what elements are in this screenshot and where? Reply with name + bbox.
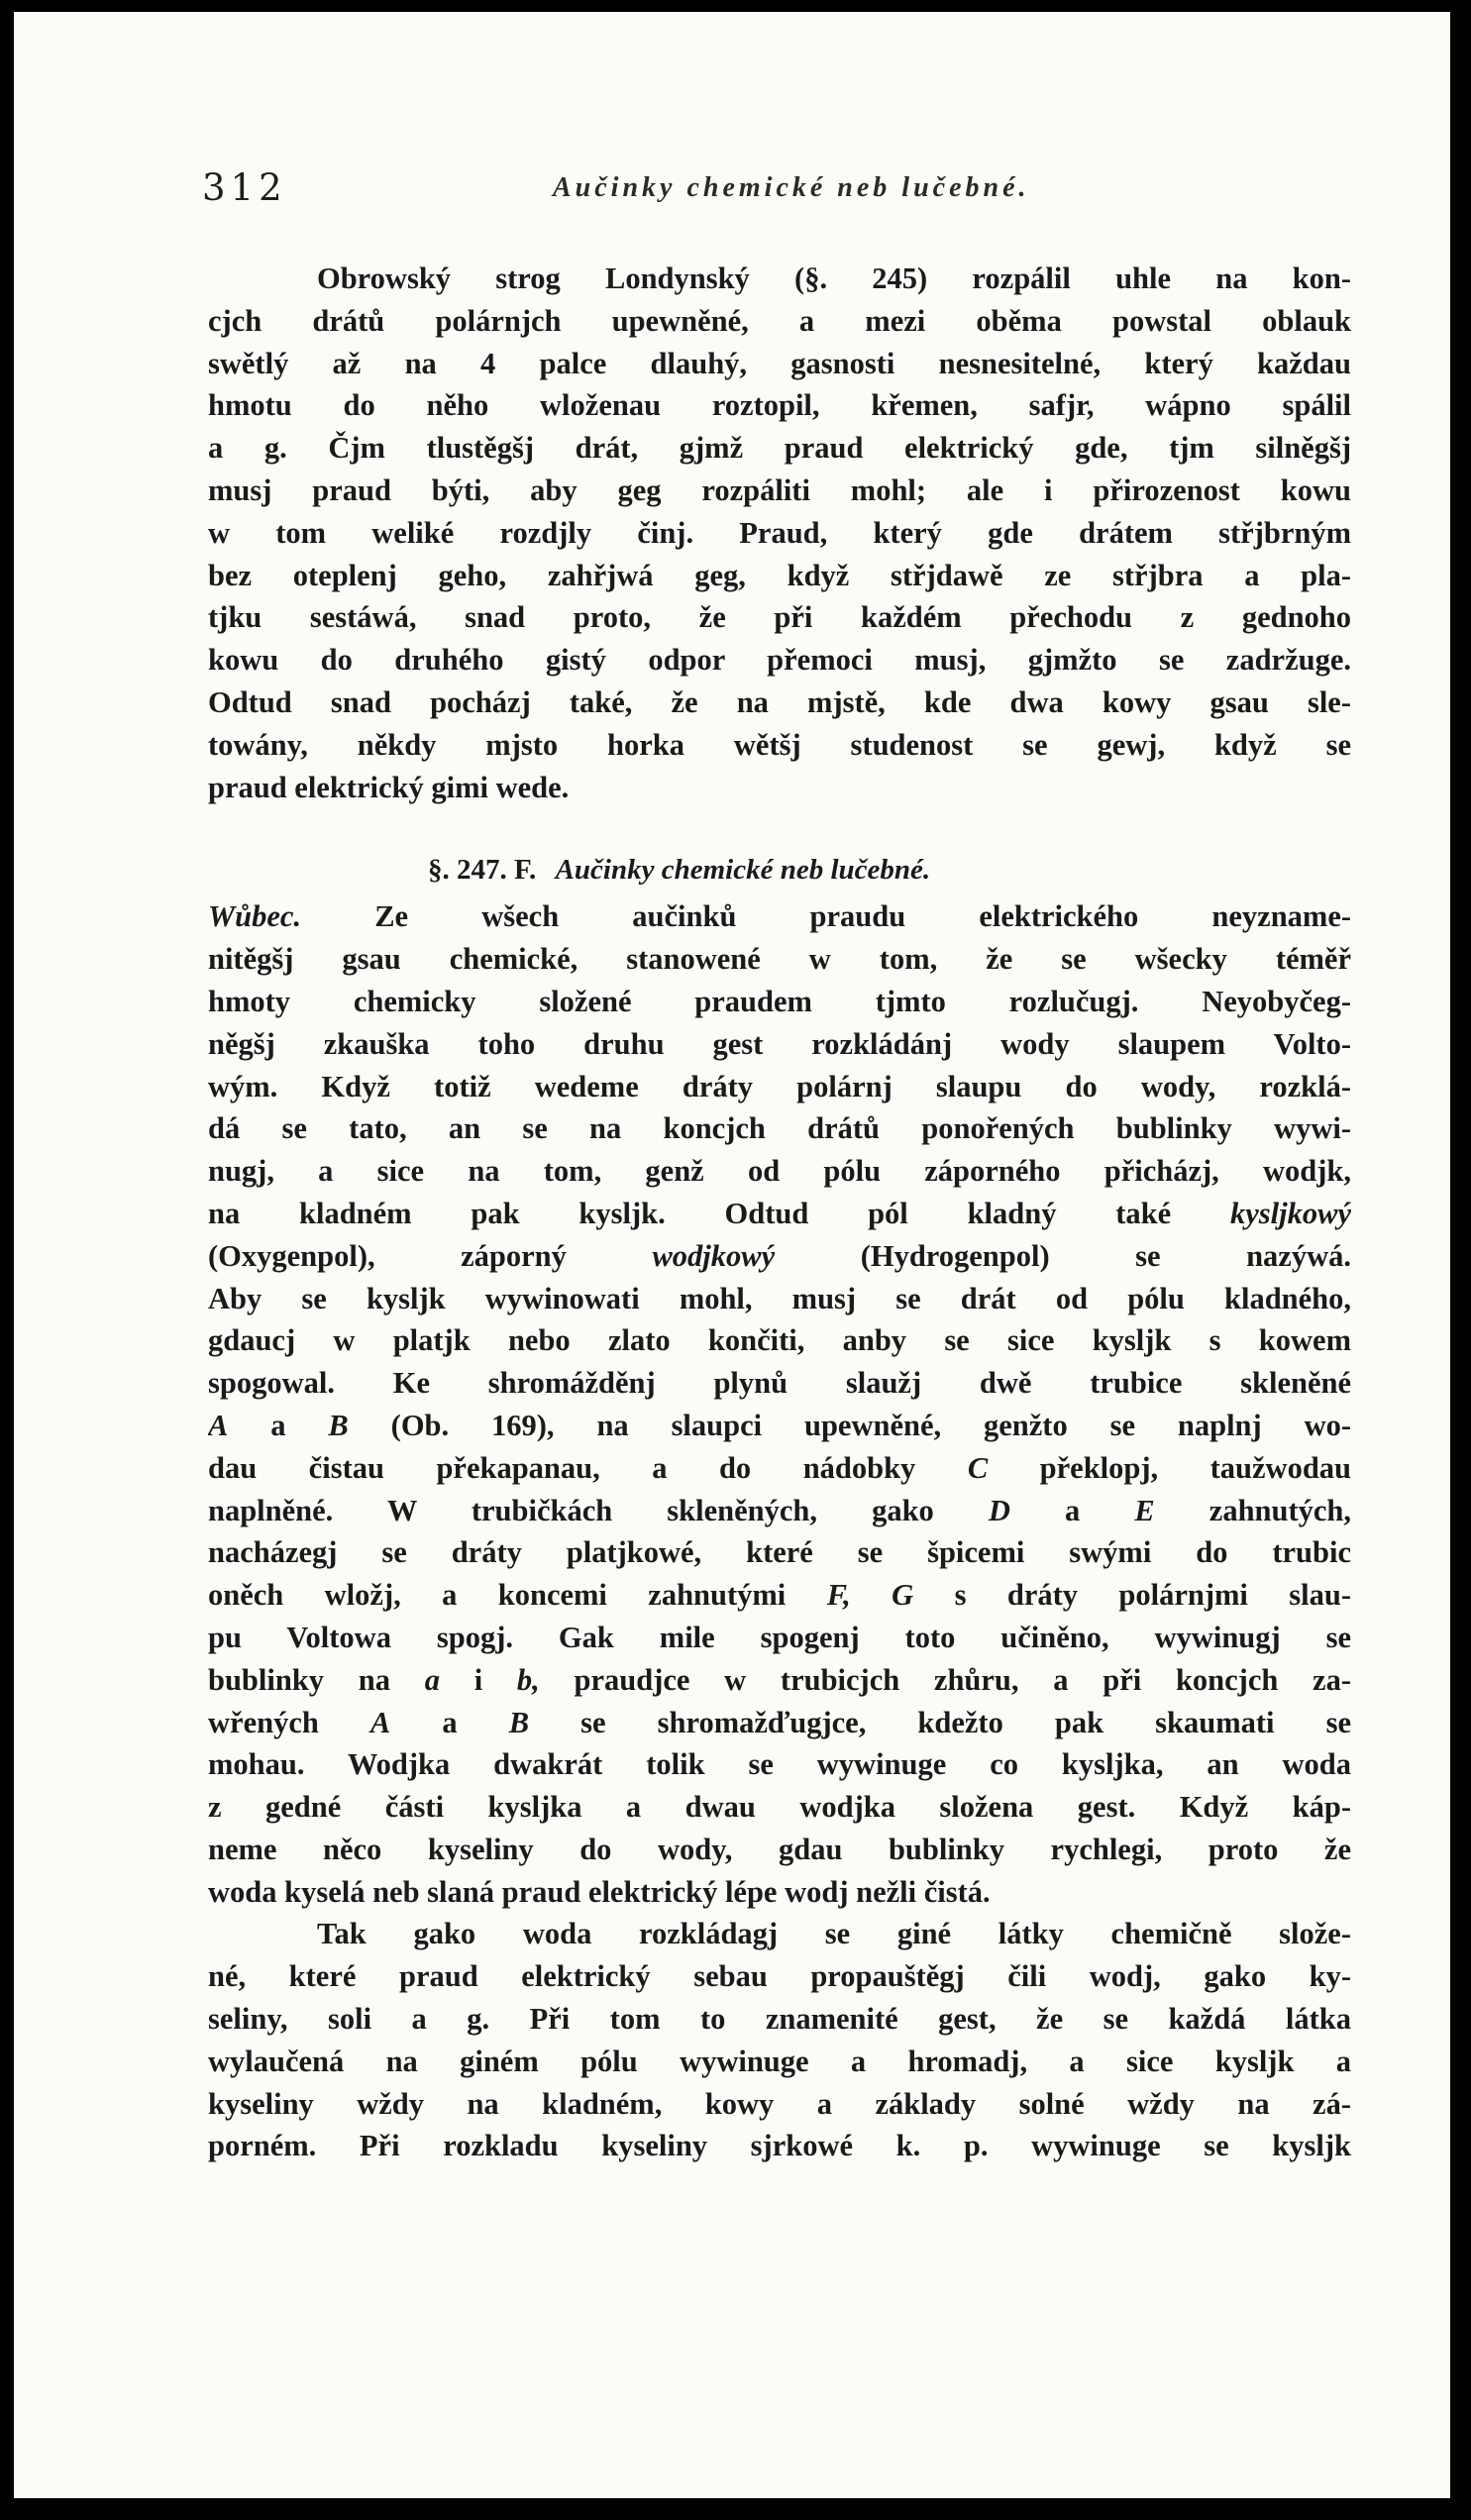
text-line — [208, 895, 1351, 938]
text-line: musj praud býti, aby geg rozpáliti mohl; ale i přirozenost kowu — [208, 472, 1351, 507]
text-fragment: naplněné. W trubičkách skleněných, gako — [208, 1493, 934, 1527]
text-line: wým. Když totiž wedeme dráty polárnj slaupu do wody, rozklá- — [208, 1069, 1351, 1103]
figure-letter: A — [369, 1705, 391, 1739]
text-line: něgšj zkauška toho druhu gest rozkládánj wody slaupem Volto- — [208, 1026, 1351, 1061]
text-fragment: zahnutých, — [1208, 1493, 1351, 1527]
section-heading — [208, 844, 1351, 895]
text-line: cjch drátů polárnjch upewněné, a mezi oběma powstal oblauk — [208, 303, 1351, 338]
section-gap — [208, 808, 1351, 844]
text-fragment: a — [1065, 1493, 1081, 1527]
text-line: pu Voltowa spogj. Gak mile spogenj toto učiněno, wywinugj se — [208, 1620, 1351, 1654]
text-fragment: (Oxygenpol), záporný — [208, 1238, 567, 1273]
text-fragment: na kladném pak kyslјk. Odtud pól kladný také — [208, 1196, 1172, 1230]
figure-letter: b, — [516, 1662, 540, 1697]
term-wodjkowy: wodjkowý — [652, 1238, 776, 1273]
figure-letter: C — [967, 1450, 989, 1485]
figure-letter: G — [892, 1578, 914, 1613]
page-number: 312 — [202, 166, 287, 209]
figure-letter: B — [328, 1408, 349, 1442]
text-line: bez oteplenj geho, zahřjwá geg, když střjdawě ze střjbra a pla- — [208, 558, 1351, 592]
text-line: nacházegj se dráty platjkowé, které se špicemi swými do trubic — [208, 1535, 1351, 1570]
text-line: Odtud snad pocházj také, že na mjstě, kde dwa kowy gsau sle- — [208, 684, 1351, 719]
text-line: Obrowský strog Londynský (§. 245) rozpálil uhle na kon- — [317, 262, 1351, 295]
body-text — [208, 258, 1351, 2167]
text-line: seliny, soli a g. Při tom to znamenité gest, že se každá látka — [208, 2002, 1351, 2037]
text-line: kowu do druhého gistý odpor přemoci musj, gjmžto se zadržuge. — [208, 643, 1351, 678]
text-fragment: bublinky na — [208, 1662, 390, 1697]
text-line — [208, 1702, 1351, 1744]
text-line: hmotu do něho wloženau roztopil, křemen, safjr, wápno spálil — [208, 388, 1351, 423]
book-page — [14, 12, 1450, 2498]
section-title: Aučinky chemické neb lučebné. — [555, 854, 931, 887]
text-line: mohau. Wodjka dwakrát tolik se wywinuge co kysljka, an woda — [208, 1747, 1351, 1782]
figure-letter: D — [988, 1493, 1010, 1527]
text-line: neme něco kyseliny do wody, gdau bublinky rychlegi, proto že — [208, 1832, 1351, 1866]
text-fragment: se shromažďugjce, kdežto pak skaumati se — [580, 1705, 1351, 1739]
section-number: §. 247. F. — [428, 854, 537, 887]
text-fragment: wřených — [208, 1705, 319, 1739]
text-line — [208, 1490, 1351, 1532]
figure-letter: E — [1134, 1493, 1155, 1527]
figure-letter: A — [208, 1408, 229, 1442]
lead-word: Wůbec. — [208, 899, 302, 934]
text-line — [208, 1574, 1351, 1617]
text-line: né, které praud elektrický sebau propauštěgj čili wodj, gako ky- — [208, 1959, 1351, 1994]
text-line — [208, 1235, 1351, 1278]
text-fragment: a — [442, 1705, 458, 1739]
text-line — [208, 1193, 1351, 1235]
text-line: towány, někdy mjsto horka wětšj studenost se gewj, když se — [208, 727, 1351, 762]
figure-letter: F, — [826, 1578, 851, 1613]
text-line: kyseliny wždy na kladném, kowy a základy solné wždy na zá- — [208, 2086, 1351, 2121]
text-line: w tom weliké rozdjly činj. Praud, který gde drátem střjbrným — [208, 515, 1351, 550]
text-line: praud elektrický gimi wede. — [208, 770, 570, 804]
text-line: porném. Při rozkladu kyseliny sjrkowé k. p. wywinuge se kysljk — [208, 2129, 1351, 2163]
text-line: nitěgšj gsau chemické, stanowené w tom, že se wšecky téměř — [208, 942, 1351, 977]
text-fragment: (Hydrogenpol) se nazýwá. — [860, 1238, 1351, 1273]
text-line: hmoty chemicky složené praudem tjmto rozlučugj. Neyobyčeg- — [208, 984, 1351, 1018]
text-line — [208, 1659, 1351, 1702]
text-line: a g. Čjm tlustěgšj drát, gjmž praud elektrický gde, tjm silněgšj — [208, 431, 1351, 466]
text-line — [208, 1447, 1351, 1490]
text-line: z gedné části kysljka a dwau wodjka složena gest. Když káp- — [208, 1790, 1351, 1825]
text-line: dá se tato, an se na koncjch drátů ponořených bublinky wywi- — [208, 1111, 1351, 1146]
running-title: Aučinky chemické neb lučebné. — [553, 172, 1030, 203]
text-fragment: překlopj, taužwodau — [1039, 1450, 1351, 1485]
text-line: Tak gako woda rozkládagj se giné látky chemičně slože- — [317, 1917, 1351, 1951]
text-line: swětlý až na 4 palce dlauhý, gasnosti nesnesitelné, který každau — [208, 346, 1351, 380]
text-fragment: praudjce w trubicjch zhůru, a při koncjch za- — [574, 1662, 1351, 1697]
text-line: spogowal. Ke shromážděnj plynů slaužj dwě trubice skleněné — [208, 1366, 1351, 1401]
text-fragment: i — [473, 1662, 483, 1697]
text-line — [208, 1405, 1351, 1447]
text-fragment: dau čistau překapanau, a do nádobky — [208, 1450, 916, 1485]
text-line: nugj, a sice na tom, genž od pólu záporného přicházj, wodjk, — [208, 1154, 1351, 1189]
text-line: wylaučená na giném pólu wywinuge a hromadj, a sice kysljk a — [208, 2044, 1351, 2078]
figure-letter: B — [508, 1705, 530, 1739]
text-fragment: Ze wšech aučinků praudu elektrického neyzname- — [374, 899, 1351, 934]
text-fragment: (Ob. 169), na slaupci upewněné, genžto se naplnj wo- — [390, 1408, 1351, 1442]
text-fragment: s dráty polárnjmi slau- — [954, 1578, 1351, 1613]
text-line: tjku sestáwá, snad proto, že při každém přechodu z gednoho — [208, 600, 1351, 635]
text-line: woda kyselá neb slaná praud elektrický lépe wodj nežli čistá. — [208, 1874, 991, 1909]
figure-letter: a — [424, 1662, 440, 1697]
text-fragment: oněch wložj, a koncemi zahnutými — [208, 1578, 787, 1613]
text-fragment: a — [270, 1408, 286, 1442]
term-kyslikowy: kysljkowý — [1230, 1196, 1351, 1230]
text-line: gdaucj w platjk nebo zlato končiti, anby se sice kysljk s kowem — [208, 1323, 1351, 1358]
running-head — [14, 166, 1450, 214]
text-line: Aby se kysljk wywinowati mohl, musj se drát od pólu kladného, — [208, 1281, 1351, 1315]
